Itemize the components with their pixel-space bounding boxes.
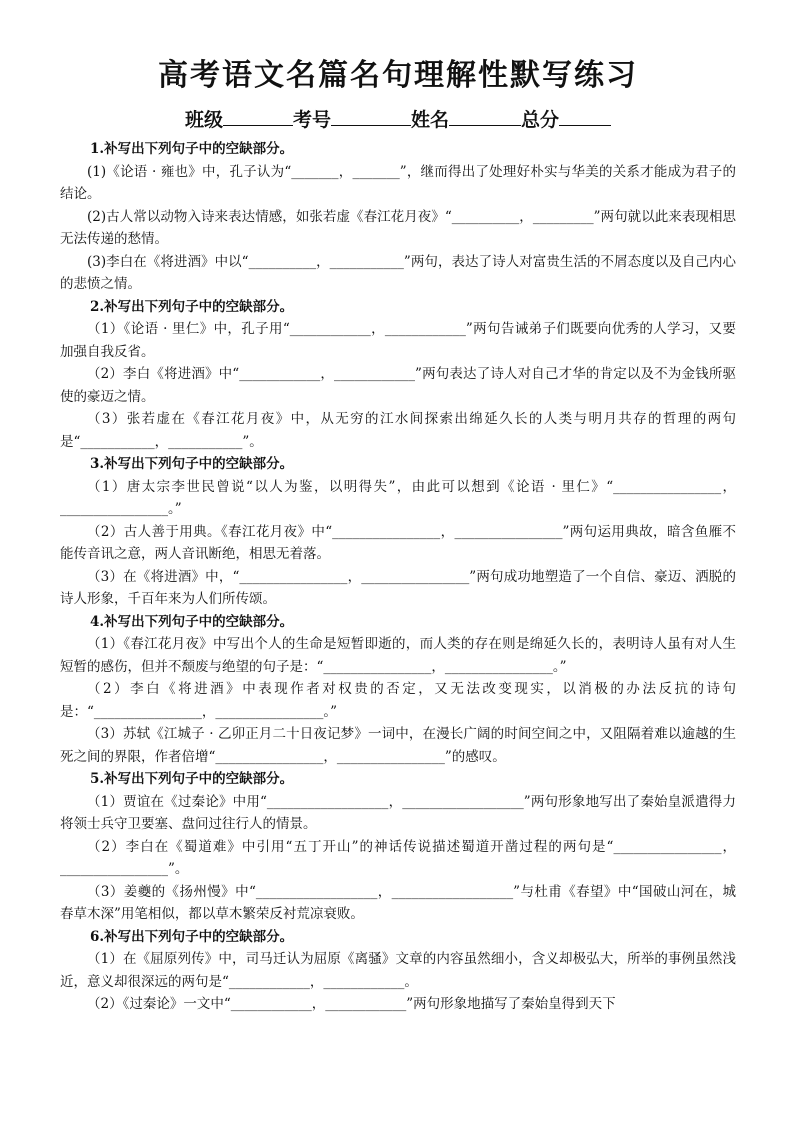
question-item: （1）《春江花月夜》中写出个人的生命是短暂即逝的，而人类的存在则是绵延久长的，表明诗人虽有对人生短暂的感伤，但并不颓废与绝望的句子是：“________________，________________。” bbox=[60, 636, 736, 675]
section-heading: 5.补写出下列句子中的空缺部分。 bbox=[90, 771, 294, 787]
section-heading: 4.补写出下列句子中的空缺部分。 bbox=[90, 613, 294, 630]
question-section-4 bbox=[60, 611, 736, 769]
question-item: （3）在《将进酒》中，“________________，________________”两句成功地塑造了一个自信、豪迈、洒脱的诗人形象，千百年来为人们所传颂。 bbox=[60, 568, 736, 607]
question-item: (1)《论语 · 雍也》中，孔子认为“_______，_______”，继而得出了处理好朴实与华美的关系才能成为君子的结论。 bbox=[60, 163, 736, 202]
student-info-line bbox=[60, 106, 736, 134]
section-heading: 6.补写出下列句子中的空缺部分。 bbox=[90, 928, 294, 945]
exam-no-blank[interactable] bbox=[331, 107, 411, 126]
section-heading: 1.补写出下列句子中的空缺部分。 bbox=[90, 141, 294, 157]
question-item: （3）苏轼《江城子 · 乙卯正月二十日夜记梦》一词中，在漫长广阔的时间空间之中，又阻隔着难以逾越的生死之间的界限，作者倍增“________________，________________”的感叹。 bbox=[60, 726, 736, 765]
score-blank[interactable] bbox=[559, 107, 611, 126]
exam-no-label: 考号 bbox=[292, 109, 331, 131]
question-item: （3）姜夔的《扬州慢》中“__________________，__________________”与杜甫《春望》中“国破山河在，城春草木深”用笔相似，都以草木繁荣反衬荒凉衰败。 bbox=[60, 883, 736, 922]
question-item: (3)李白在《将进酒》中以“__________，___________”两句，表达了诗人对富贵生活的不屑态度以及自己内心的悲愤之情。 bbox=[60, 253, 736, 292]
question-section-3 bbox=[60, 453, 736, 611]
class-label: 班级 bbox=[184, 109, 223, 131]
question-item: （1）《论语 · 里仁》中，孔子用“____________，____________”两句告诫弟子们既要向优秀的人学习，又要加强自我反省。 bbox=[60, 321, 736, 360]
class-blank[interactable] bbox=[223, 107, 293, 126]
page-title: 高考语文名篇名句理解性默写练习 bbox=[158, 58, 638, 93]
score-label: 总分 bbox=[521, 109, 560, 131]
question-item: (2)古人常以动物入诗来表达情感，如张若虚《春江花月夜》“__________，_________”两句就以此来表现相思无法传递的愁情。 bbox=[60, 208, 736, 247]
question-section-6 bbox=[60, 926, 736, 1016]
name-blank[interactable] bbox=[449, 107, 521, 126]
question-item: （2）李白《将进酒》中“____________，____________”两句表达了诗人对自己才华的肯定以及不为金钱所驱使的豪迈之情。 bbox=[60, 366, 736, 405]
section-heading: 2.补写出下列句子中的空缺部分。 bbox=[90, 298, 294, 315]
section-heading: 3.补写出下列句子中的空缺部分。 bbox=[90, 456, 294, 472]
question-section-1 bbox=[60, 138, 736, 296]
question-item: （2）李白《将进酒》中表现作者对权贵的否定，又无法改变现实，以消极的办法反抗的诗句是：“________________，________________。” bbox=[60, 681, 736, 720]
question-section-2 bbox=[60, 296, 736, 454]
question-item: （3）张若虚在《春江花月夜》中，从无穷的江水间探索出绵延久长的人类与明月共存的哲理的两句是“___________，___________”。 bbox=[60, 411, 736, 450]
question-item: （2）《过秦论》一文中“____________，____________”两句形象地描写了秦始皇得到天下 bbox=[87, 996, 616, 1012]
question-item: （1）贾谊在《过秦论》中用“__________________，__________________”两句形象地写出了秦始皇派遣得力将领士兵守卫要塞、盘问过往行人的情景。 bbox=[60, 793, 736, 832]
question-item: （2）李白在《蜀道难》中引用“五丁开山”的神话传说描述蜀道开凿过程的两句是“________________，________________”。 bbox=[60, 838, 736, 877]
name-label: 姓名 bbox=[411, 109, 450, 131]
question-item: （1）在《屈原列传》中，司马迁认为屈原《离骚》文章的内容虽然细小，含义却极弘大，所举的事例虽然浅近，意义却很深远的两句是“____________，____________。 bbox=[60, 951, 736, 990]
question-item: （1）唐太宗李世民曾说“以人为鉴，以明得失”，由此可以想到《论语 · 里仁》“________________，________________。” bbox=[60, 478, 736, 517]
worksheet-page bbox=[60, 56, 736, 1016]
question-section-5 bbox=[60, 768, 736, 926]
question-item: （2）古人善于用典。《春江花月夜》中“________________，________________”两句运用典故，暗含鱼雁不能传音讯之意，两人音讯断绝，相思无着落。 bbox=[60, 523, 736, 562]
